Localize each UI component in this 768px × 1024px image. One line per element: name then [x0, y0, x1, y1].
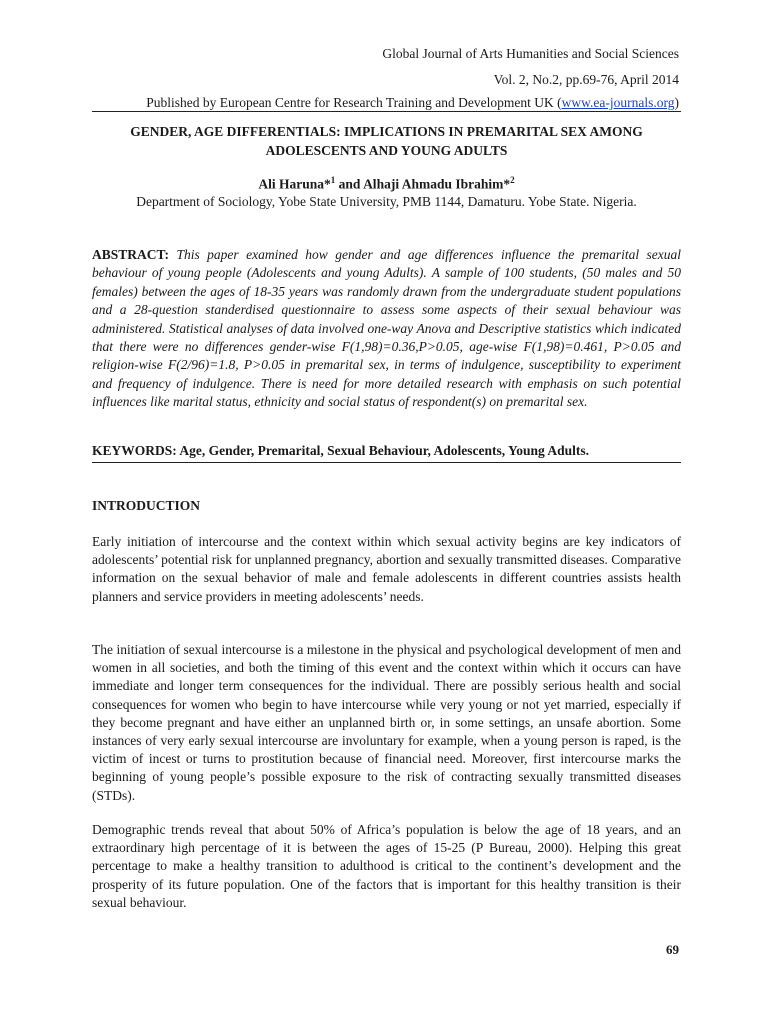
abstract [92, 246, 681, 412]
author-1-marker: 1 [330, 175, 336, 185]
paper-title: GENDER, AGE DIFFERENTIALS: IMPLICATIONS IN PREMARITAL SEX AMONG ADOLESCENTS AND YOUNG ADULTS [130, 124, 643, 158]
author-2-marker: 2 [510, 175, 515, 185]
author-1: Ali Haruna* [258, 176, 331, 192]
body-paragraph: The initiation of sexual intercourse is a milestone in the physical and psychological development of men and women in all societies, and both the timing of this event and the context within which it occurs can have immediate and longer term consequences for the individual. There are possibly serious health and social consequences for women who begin to have intercourse while very young or not yet married, especially if they become pregnant and have either an unplanned birth or, in some settings, an unsafe abortion. Some instances of very early sexual intercourse are involuntary for example, when a young person is raped, is the victim of incest or turns to prostitution because of financial need. Moreover, first intercourse marks the beginning of young people’s possible exposure to the risk of contracting sexually transmitted diseases (STDs). [92, 642, 681, 803]
body-paragraph: Early initiation of intercourse and the context within which sexual activity begins are key indicators of adolescents’ potential risk for unplanned pregnancy, abortion and sexually transmitted diseases. Comparative information on the sexual behavior of male and female adolescents in different countries assists health planners and service providers in meeting adolescents’ needs. [92, 534, 681, 604]
journal-website-link[interactable]: www.ea-journals.org [561, 95, 675, 110]
keywords-rule [92, 462, 681, 463]
journal-name: Global Journal of Arts Humanities and Social Sciences [382, 46, 679, 61]
author-2: Alhaji Ahmadu Ibrahim* [363, 176, 511, 192]
affiliation: Department of Sociology, Yobe State University, PMB 1144, Damaturu. Yobe State. Nigeria. [136, 194, 637, 209]
publisher-suffix: ) [674, 95, 679, 110]
body-paragraph: Demographic trends reveal that about 50% of Africa’s population is below the age of 18 years, and an extraordinary high percentage of it is between the ages of 15-25 (P Bureau, 2000). Helping this great percentage to make a healthy transition to adulthood is critical to the continent’s development and the prosperity of its future population. One of the factors that is important for this healthy transition is their sexual behaviour. [92, 822, 681, 910]
author-line [92, 175, 681, 193]
author-join: and [335, 176, 364, 192]
header-rule [92, 111, 681, 112]
abstract-text: This paper examined how gender and age differences influence the premarital sexual behaviour of young people (Adolescents and young Adults). A sample of 100 students, (50 males and 50 females) between the ages of 18-35 years was randomly drawn from the undergraduate student populations and a 28-question standerdised questionnaire to assess some aspects of their sexual behaviour was administered. Statistical analyses of data involved one-way Anova and Descriptive statistics which indicated that there were no differences gender-wise F(1,98)=0.36,P>0.05, age-wise F(1,98)=0.461, P>0.05 and religion-wise F(2/96)=1.8, P>0.05 in premarital sex, in terms of indulgence, susceptibility to experiment and frequency of indulgence. There is need for more detailed research with emphasis on such potential influences like marital status, ethnicity and social status of respondent(s) on premarital sex. [92, 247, 682, 410]
journal-volume: Vol. 2, No.2, pp.69-76, April 2014 [493, 72, 679, 87]
abstract-label: ABSTRACT: [92, 247, 170, 262]
section-heading-introduction: INTRODUCTION [92, 498, 201, 513]
publisher-line [146, 94, 679, 112]
keywords: KEYWORDS: Age, Gender, Premarital, Sexual Behaviour, Adolescents, Young Adults. [92, 443, 590, 458]
publisher-prefix: Published by European Centre for Research Training and Development UK ( [146, 95, 562, 110]
page-number: 69 [666, 942, 679, 957]
